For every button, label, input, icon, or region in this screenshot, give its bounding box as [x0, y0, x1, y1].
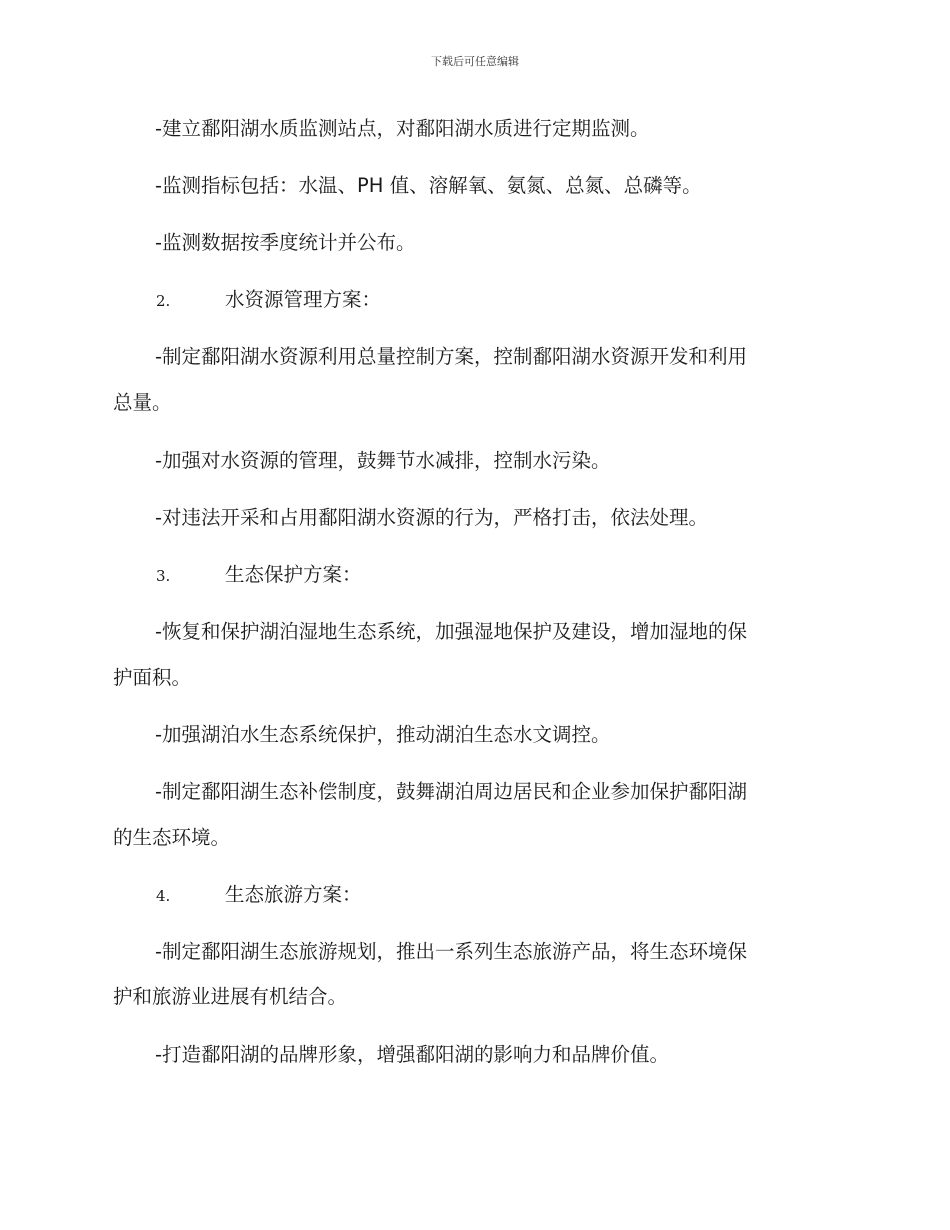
- paragraph-line: -监测数据按季度统计并公布。: [155, 231, 416, 254]
- paragraph-line: -建立鄱阳湖水质监测站点，对鄱阳湖水质进行定期监测。: [155, 117, 650, 140]
- paragraph-line: 总量。: [113, 391, 172, 414]
- paragraph-line: -制定鄱阳湖生态旅游规划，推出一系列生态旅游产品，将生态环境保: [155, 940, 748, 963]
- section-heading-4: [156, 880, 362, 911]
- section-title: 生态旅游方案：: [225, 883, 362, 906]
- paragraph-line: 护面积。: [113, 666, 192, 689]
- section-number: 2.: [156, 292, 171, 310]
- paragraph-line: 的生态环境。: [113, 826, 231, 849]
- paragraph-line: -加强对水资源的管理，鼓舞节水减排，控制水污染。: [155, 449, 611, 472]
- paragraph-line: -对违法开采和占用鄱阳湖水资源的行为，严格打击，依法处理。: [155, 506, 709, 529]
- paragraph-line: -加强湖泊水生态系统保护，推动湖泊生态水文调控。: [155, 723, 611, 746]
- paragraph-line: -打造鄱阳湖的品牌形象，增强鄱阳湖的影响力和品牌价值。: [155, 1043, 670, 1066]
- paragraph-line: -制定鄱阳湖水资源利用总量控制方案，控制鄱阳湖水资源开发和利用: [155, 345, 748, 368]
- section-number: 3.: [156, 567, 171, 585]
- section-number: 4.: [156, 887, 171, 905]
- paragraph-line: -监测指标包括：水温、PH 值、溶解氧、氨氮、总氮、总磷等。: [155, 174, 702, 197]
- section-title: 生态保护方案：: [225, 563, 362, 586]
- section-heading-3: [156, 560, 362, 591]
- paragraph-line: 护和旅游业进展有机结合。: [113, 985, 348, 1008]
- page-header: 下载后可任意编辑: [431, 55, 519, 68]
- section-heading-2: [156, 285, 381, 316]
- paragraph-line: -恢复和保护湖泊湿地生态系统，加强湿地保护及建设，增加湿地的保: [155, 620, 748, 643]
- paragraph-line: -制定鄱阳湖生态补偿制度，鼓舞湖泊周边居民和企业参加保护鄱阳湖: [155, 780, 748, 803]
- section-title: 水资源管理方案：: [225, 288, 382, 311]
